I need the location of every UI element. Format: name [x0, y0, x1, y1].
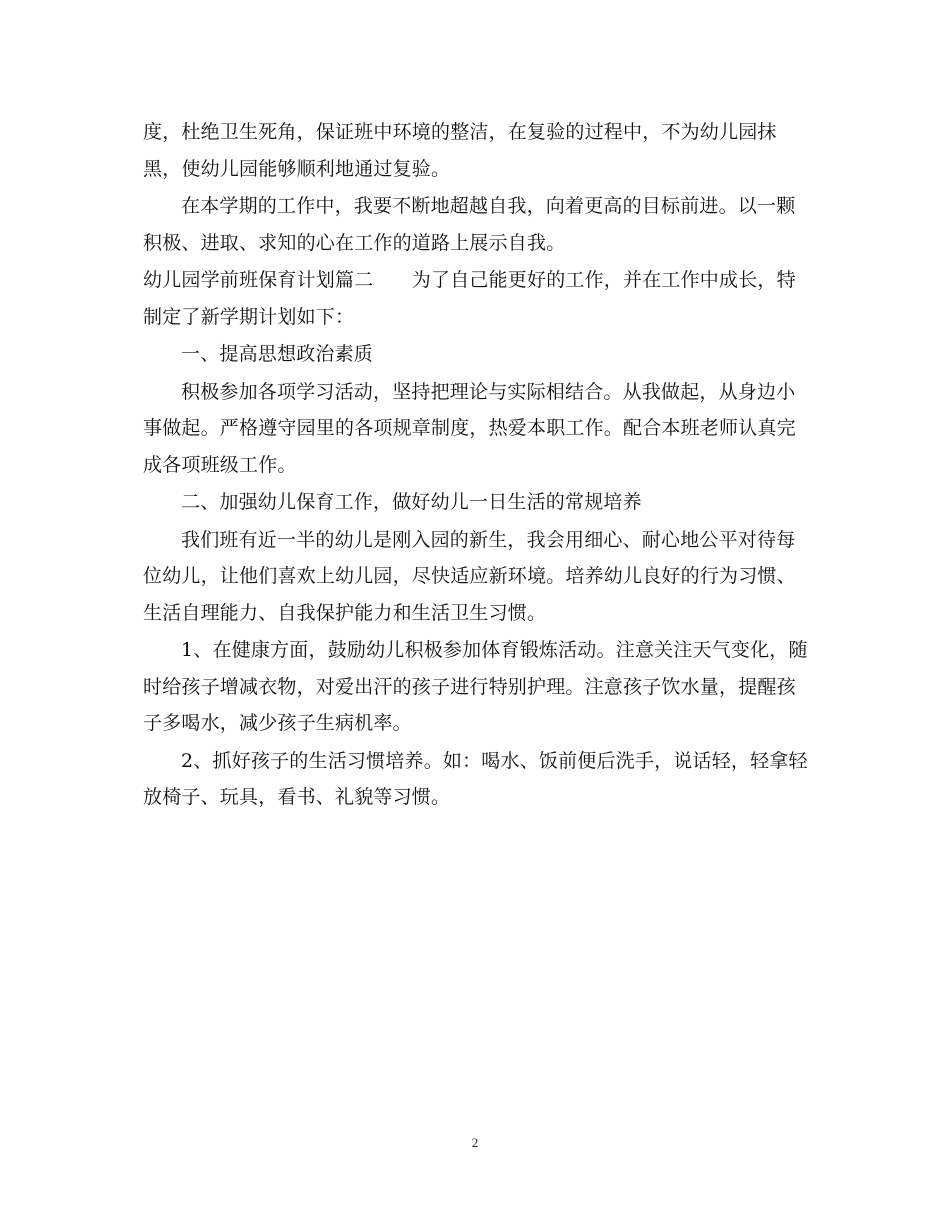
paragraph-1: 度，杜绝卫生死角，保证班中环境的整洁，在复验的过程中，不为幼儿园抹黑，使幼儿园能够顺利地通过复验。 [143, 121, 777, 180]
paragraph-2: 在本学期的工作中，我要不断地超越自我，向着更高的目标前进。以一颗积极、进取、求知的心在工作的道路上展示自我。 [143, 195, 796, 254]
paragraph-study-activities: 积极参加各项学习活动，坚持把理论与实际相结合。从我做起，从身边小事做起。严格遵守园里的各项规章制度，热爱本职工作。配合本班老师认真完成各项班级工作。 [143, 380, 796, 476]
paragraph-new-children: 我们班有近一半的幼儿是刚入园的新生，我会用细心、耐心地公平对待每位幼儿，让他们喜欢上幼儿园，尽快适应新环境。培养幼儿良好的行为习惯、生活自理能力、自我保护能力和生活卫生习惯。 [143, 528, 796, 624]
section-heading-plan-2: 幼儿园学前班保育计划篇二 为了自己能更好的工作，并在工作中成长，特制定了新学期计划如下： [143, 269, 796, 328]
paragraph-health: 1、在健康方面，鼓励幼儿积极参加体育锻炼活动。注意关注天气变化，随时给孩子增减衣物，对爱出汗的孩子进行特别护理。注意孩子饮水量，提醒孩子多喝水，减少孩子生病机率。 [143, 639, 808, 734]
heading-childcare-work: 二、加强幼儿保育工作，做好幼儿一日生活的常规培养 [181, 491, 642, 513]
document-body [143, 114, 813, 817]
heading-political-quality: 一、提高思想政治素质 [181, 343, 374, 365]
page-number: 2 [471, 1135, 479, 1150]
paragraph-habits: 2、抓好孩子的生活习惯培养。如：喝水、饭前便后洗手，说话轻，轻拿轻放椅子、玩具，看书、礼貌等习惯。 [143, 749, 808, 808]
